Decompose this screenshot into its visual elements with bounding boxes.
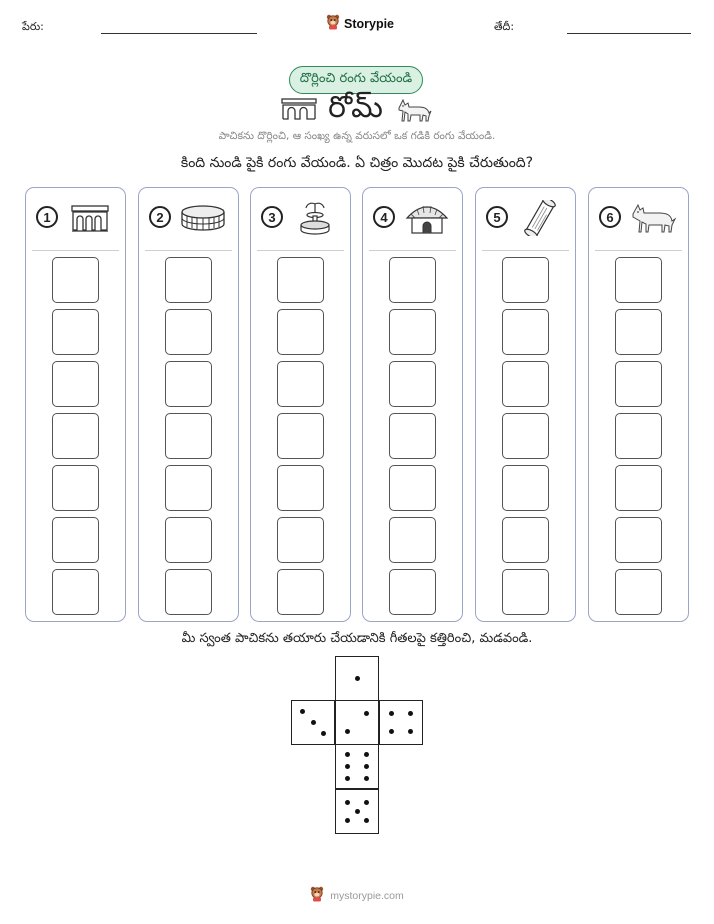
dice-face-2: [335, 700, 379, 745]
color-cell[interactable]: [502, 465, 549, 511]
color-cell[interactable]: [277, 465, 324, 511]
color-cell[interactable]: [389, 361, 436, 407]
color-cell[interactable]: [52, 517, 99, 563]
dice-pip: [345, 818, 350, 823]
column-number: 3: [261, 206, 283, 228]
color-cell[interactable]: [52, 361, 99, 407]
dice-face-1: [335, 656, 379, 701]
column-header: [589, 188, 688, 250]
color-cell[interactable]: [165, 257, 212, 303]
page-title: రోమ్: [328, 90, 384, 125]
color-cell[interactable]: [389, 569, 436, 615]
dice-pip: [364, 764, 369, 769]
color-cell[interactable]: [165, 361, 212, 407]
color-cell[interactable]: [165, 413, 212, 459]
name-label: పేరు:: [22, 20, 44, 33]
bear-mascot-icon: [326, 14, 340, 33]
wolf-icon: [629, 200, 677, 236]
color-cell[interactable]: [165, 309, 212, 355]
column-header: [26, 188, 125, 250]
color-cell[interactable]: [277, 361, 324, 407]
dice-face-6: [335, 744, 379, 789]
fountain-icon: [291, 200, 339, 236]
dice-pip: [364, 818, 369, 823]
dice-pip: [364, 800, 369, 805]
dice-pip: [345, 764, 350, 769]
column-header: [139, 188, 238, 250]
color-cell[interactable]: [52, 309, 99, 355]
bear-mascot-icon: [310, 886, 324, 905]
color-cell[interactable]: [165, 569, 212, 615]
column-divider: [32, 250, 119, 251]
color-cell[interactable]: [615, 309, 662, 355]
dice-instruction: మీ స్వంత పాచికను తయారు చేయడానికి గీతలపై కత్తిరించి, మడవండి.: [181, 631, 533, 646]
aqueduct-icon: [281, 98, 317, 124]
column-3: [250, 187, 351, 622]
column-divider: [257, 250, 344, 251]
dice-pip: [345, 752, 350, 757]
column-header: [251, 188, 350, 250]
footer-url[interactable]: mystorypie.com: [330, 889, 404, 902]
column-number: 1: [36, 206, 58, 228]
color-cell[interactable]: [52, 569, 99, 615]
color-cell[interactable]: [502, 413, 549, 459]
color-cell[interactable]: [502, 517, 549, 563]
color-cell[interactable]: [277, 413, 324, 459]
date-line[interactable]: [567, 33, 691, 34]
color-cell[interactable]: [502, 569, 549, 615]
color-cell[interactable]: [502, 361, 549, 407]
dice-pip: [345, 800, 350, 805]
color-cell[interactable]: [277, 517, 324, 563]
column-6: [588, 187, 689, 622]
dice-pip: [408, 711, 413, 716]
column-number: 2: [149, 206, 171, 228]
color-cell[interactable]: [52, 257, 99, 303]
color-cell[interactable]: [615, 257, 662, 303]
column-header: [476, 188, 575, 250]
colosseum-icon: [179, 200, 227, 236]
column-2: [138, 187, 239, 622]
column-1: [25, 187, 126, 622]
subtitle: పాచికను దొర్లించి, ఆ సంఖ్య ఉన్న వరుసలో ఒక గడికి రంగు వేయండి.: [218, 130, 496, 142]
date-label: తేదీ:: [494, 20, 515, 33]
dice-pip: [321, 731, 326, 736]
dice-pip: [300, 709, 305, 714]
dice-face-5: [335, 789, 379, 834]
color-cell[interactable]: [277, 309, 324, 355]
column-number: 6: [599, 206, 621, 228]
color-cell[interactable]: [389, 413, 436, 459]
color-cell[interactable]: [389, 517, 436, 563]
dice-pip: [389, 711, 394, 716]
dice-pip: [364, 776, 369, 781]
color-cell[interactable]: [502, 309, 549, 355]
color-cell[interactable]: [389, 309, 436, 355]
wolf-icon: [395, 96, 433, 126]
dice-face-4: [379, 700, 423, 745]
color-cell[interactable]: [615, 517, 662, 563]
column-divider: [595, 250, 682, 251]
dice-pip: [345, 776, 350, 781]
dice-pip: [408, 729, 413, 734]
question: కింది నుండి పైకి రంగు వేయండి. ఏ చిత్రం మొదట పైకి చేరుతుంది?: [180, 155, 534, 171]
activity-pill: దొర్లించి రంగు వేయండి: [289, 66, 423, 94]
color-cell[interactable]: [277, 569, 324, 615]
brand-name: Storypie: [344, 16, 395, 31]
color-cell[interactable]: [389, 257, 436, 303]
dice-pip: [345, 729, 350, 734]
aqueduct-icon: [66, 200, 114, 236]
title-row: [0, 90, 714, 132]
color-cell[interactable]: [615, 361, 662, 407]
column-number: 4: [373, 206, 395, 228]
scroll-icon: [516, 200, 564, 236]
color-cell[interactable]: [165, 517, 212, 563]
brand-logo: [326, 14, 394, 33]
column-divider: [482, 250, 569, 251]
color-cell[interactable]: [389, 465, 436, 511]
hut-icon: [403, 200, 451, 236]
column-number: 5: [486, 206, 508, 228]
dice-pip: [389, 729, 394, 734]
dice-face-3: [291, 700, 335, 745]
column-divider: [145, 250, 232, 251]
color-cell[interactable]: [615, 413, 662, 459]
color-cell[interactable]: [52, 465, 99, 511]
column-divider: [369, 250, 456, 251]
color-cell[interactable]: [165, 465, 212, 511]
color-cell[interactable]: [277, 257, 324, 303]
color-cell[interactable]: [615, 465, 662, 511]
color-cell[interactable]: [502, 257, 549, 303]
dice-pip: [364, 711, 369, 716]
column-5: [475, 187, 576, 622]
dice-pip: [364, 752, 369, 757]
column-4: [362, 187, 463, 622]
dice-pip: [355, 676, 360, 681]
column-header: [363, 188, 462, 250]
name-line[interactable]: [101, 33, 257, 34]
dice-pip: [311, 720, 316, 725]
footer: [0, 886, 714, 905]
color-cell[interactable]: [52, 413, 99, 459]
dice-pip: [355, 809, 360, 814]
color-cell[interactable]: [615, 569, 662, 615]
